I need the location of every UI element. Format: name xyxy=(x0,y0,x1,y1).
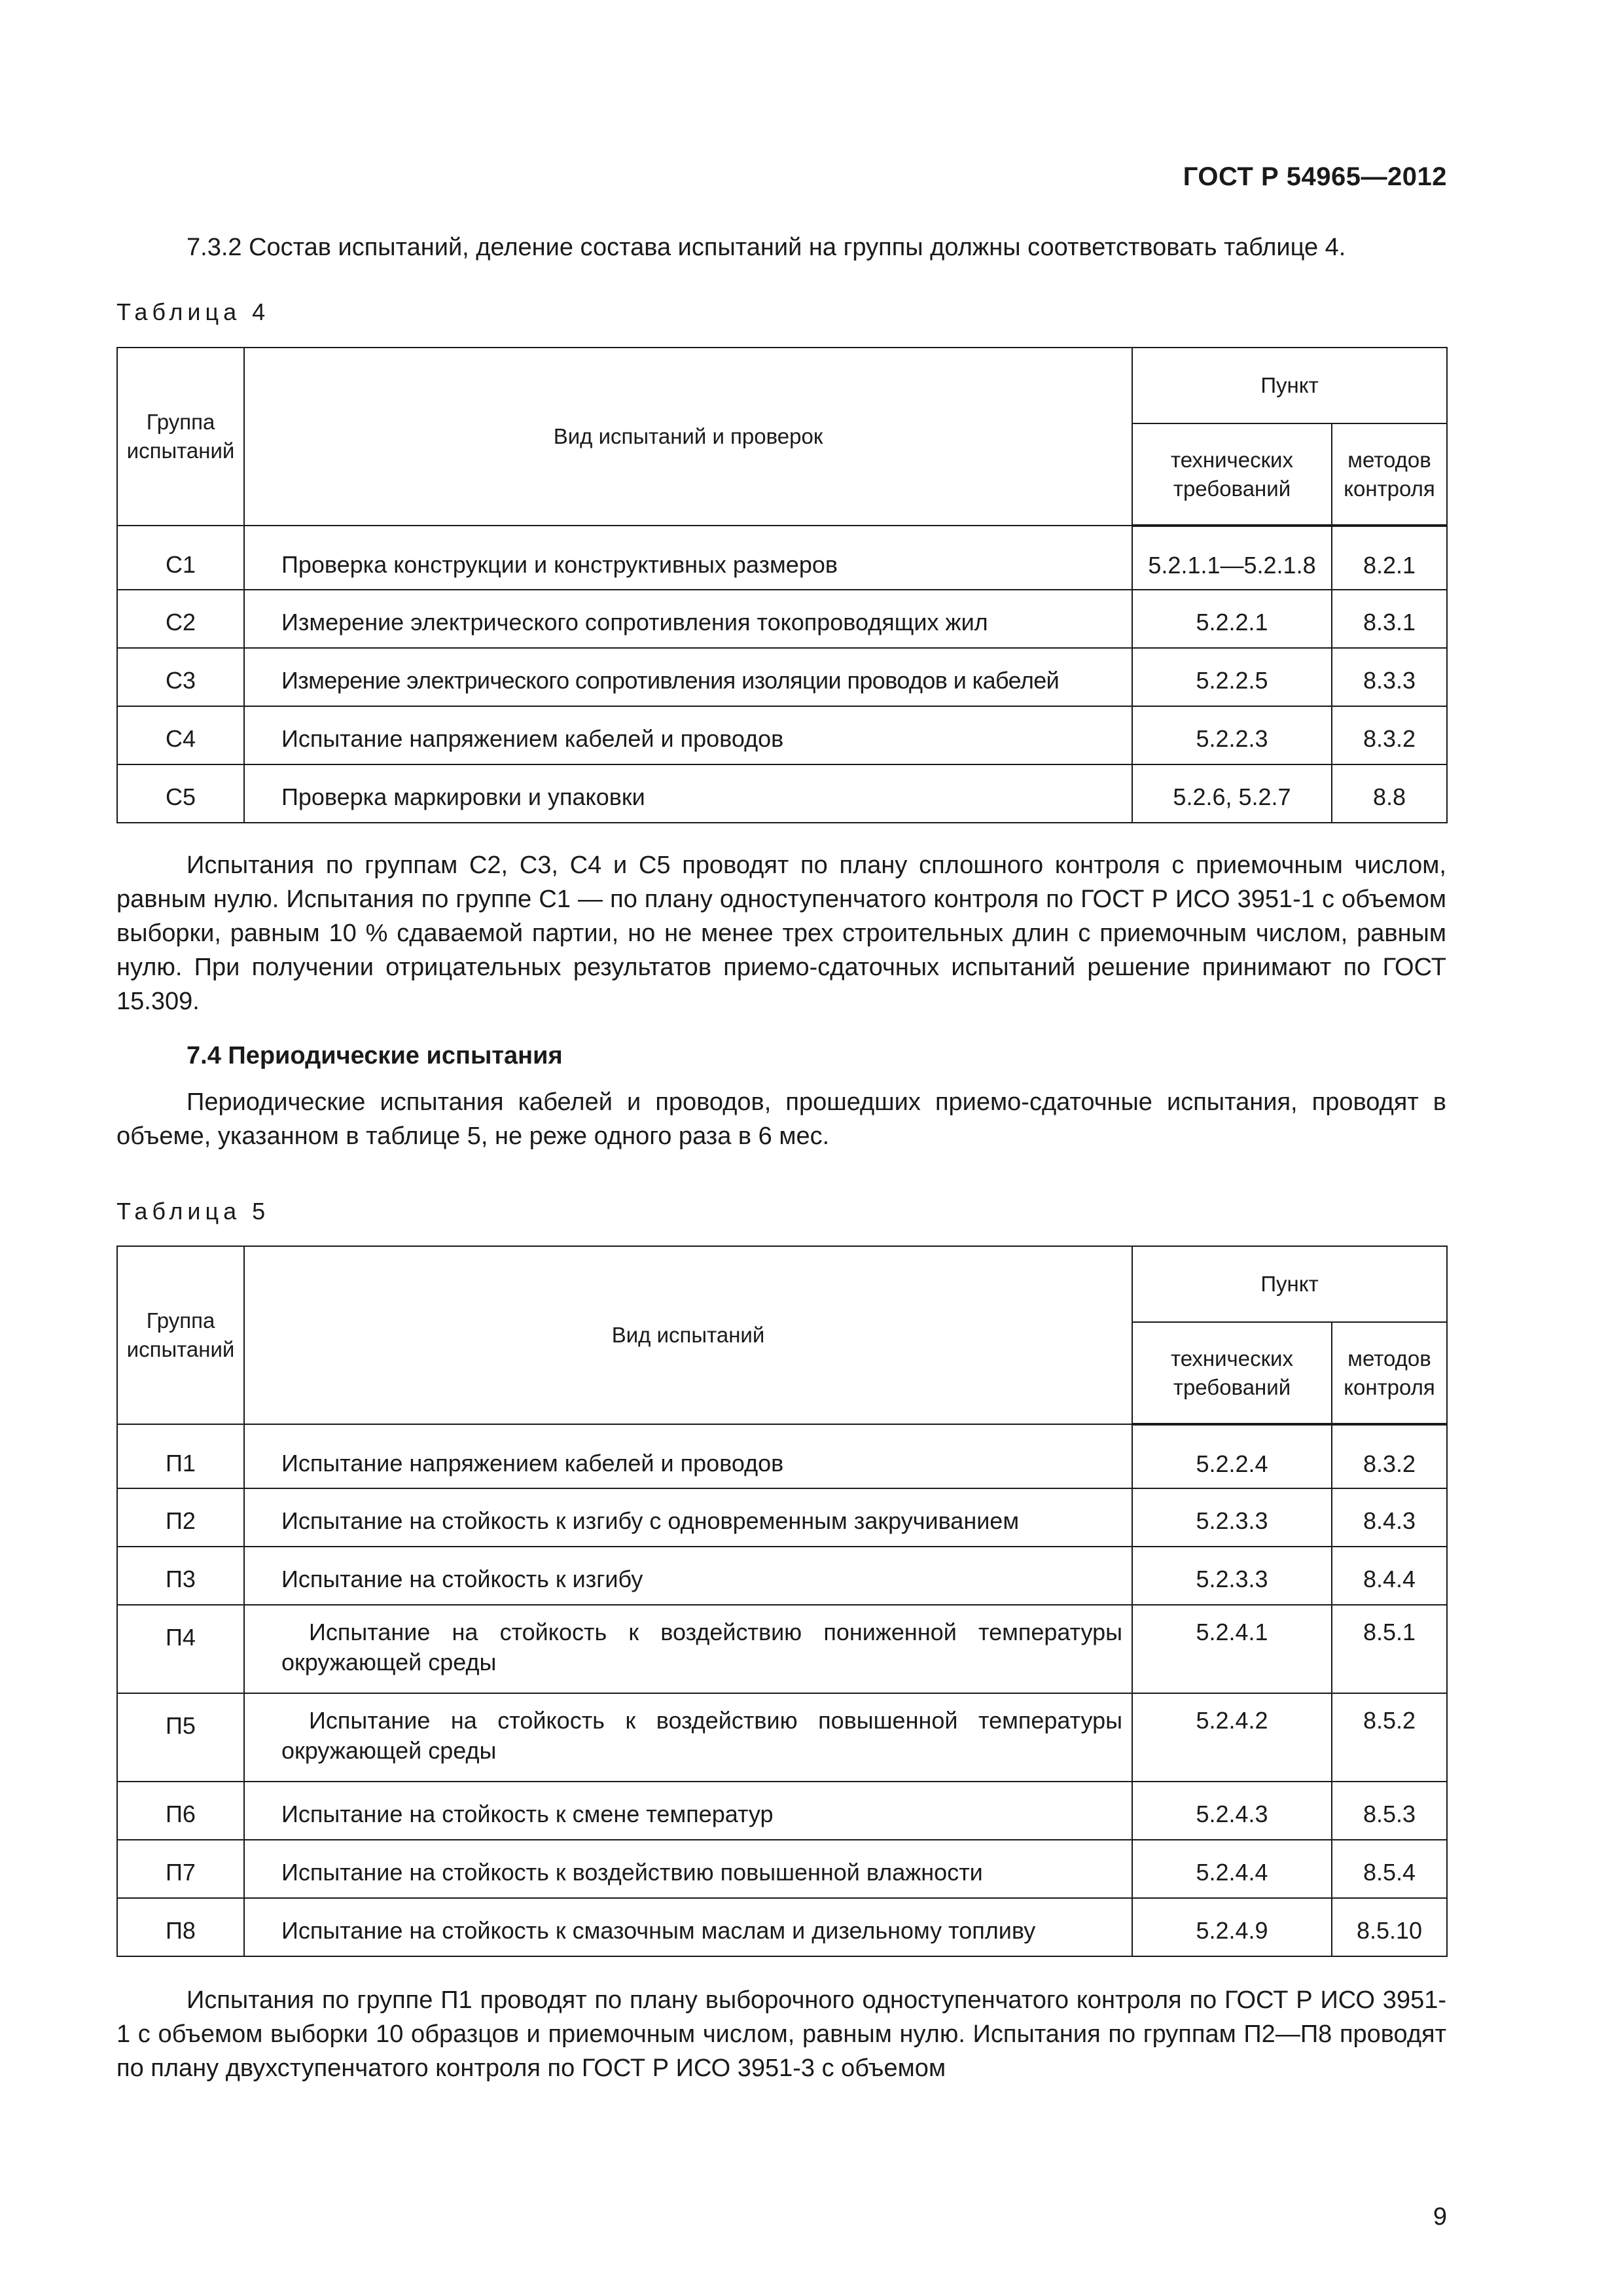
row-group: П5 xyxy=(117,1693,244,1782)
section-7-3-2-text: 7.3.2 Состав испытаний, деление состава испытаний на группы должны соответствовать таблице 4. xyxy=(187,234,1346,261)
table-row xyxy=(117,590,1447,648)
table-4-caption: Таблица 4 xyxy=(116,298,270,325)
row-test-type: Проверка маркировки и упаковки xyxy=(244,764,1132,823)
row-method-clause: 8.5.10 xyxy=(1332,1898,1447,1956)
row-test-type: Испытание на стойкость к смене температур xyxy=(244,1782,1132,1840)
row-test-type: Испытание на стойкость к изгибу с одновременным закручиванием xyxy=(244,1488,1132,1547)
row-method-clause: 8.5.1 xyxy=(1332,1605,1447,1693)
header-clause: Пункт xyxy=(1132,1246,1447,1322)
row-method-clause: 8.3.1 xyxy=(1332,590,1447,648)
row-test-type: Измерение электрического сопротивления токопроводящих жил xyxy=(244,590,1132,648)
row-test-type: Испытание на стойкость к смазочным маслам и дизельному топливу xyxy=(244,1898,1132,1956)
row-group: П6 xyxy=(117,1782,244,1840)
header-tech-requirements: технических требований xyxy=(1132,423,1332,526)
paragraph-periodic-tests: Испытания по группе П1 проводят по плану выборочного одноступенчатого контроля по ГОСТ Р ИСО 3951-1 с объемом выборки 10 образцов и приемочным числом, равным нулю. Испытания по группам П2—П8 проводят по плану двухступенчатого контроля по ГОСТ Р ИСО 3951-3 с объемом xyxy=(116,1986,1446,2082)
row-method-clause: 8.5.2 xyxy=(1332,1693,1447,1782)
row-test-type: Испытание на стойкость к воздействию повышенной температуры окружающей среды xyxy=(244,1693,1132,1782)
row-tech-clause: 5.2.1.1—5.2.1.8 xyxy=(1132,526,1332,590)
row-tech-clause: 5.2.2.1 xyxy=(1132,590,1332,648)
table-5-caption: Таблица 5 xyxy=(116,1198,270,1225)
row-test-type: Испытание на стойкость к воздействию повышенной влажности xyxy=(244,1840,1132,1898)
section-7-4-text: Периодические испытания кабелей и проводов, прошедших приемо-сдаточные испытания, проводят в объеме, указанном в таблице 5, не реже одного раза в 6 мес. xyxy=(116,1088,1446,1150)
row-group: П3 xyxy=(117,1547,244,1605)
row-tech-clause: 5.2.2.5 xyxy=(1132,648,1332,706)
table-row xyxy=(117,1424,1447,1488)
row-test-type: Измерение электрического сопротивления изоляции проводов и кабелей xyxy=(244,648,1132,706)
table-row xyxy=(117,648,1447,706)
section-7-4-heading: 7.4 Периодические испытания xyxy=(187,1042,563,1069)
row-group: С3 xyxy=(117,648,244,706)
row-test-type: Испытание напряжением кабелей и проводов xyxy=(244,1424,1132,1488)
table-row xyxy=(117,1547,1447,1605)
table-row xyxy=(117,1605,1447,1693)
row-method-clause: 8.8 xyxy=(1332,764,1447,823)
table-row xyxy=(117,1693,1447,1782)
header-control-methods: методов контроля xyxy=(1332,1322,1447,1424)
row-method-clause: 8.5.4 xyxy=(1332,1840,1447,1898)
row-method-clause: 8.4.3 xyxy=(1332,1488,1447,1547)
table-row xyxy=(117,526,1447,590)
row-tech-clause: 5.2.4.2 xyxy=(1132,1693,1332,1782)
header-test-type: Вид испытаний xyxy=(244,1246,1132,1424)
table-row xyxy=(117,1488,1447,1547)
row-test-type: Испытание на стойкость к воздействию пониженной температуры окружающей среды xyxy=(244,1605,1132,1693)
table-row xyxy=(117,764,1447,823)
row-method-clause: 8.3.2 xyxy=(1332,1424,1447,1488)
row-method-clause: 8.2.1 xyxy=(1332,526,1447,590)
row-test-type: Испытание напряжением кабелей и проводов xyxy=(244,706,1132,764)
row-test-type: Проверка конструкции и конструктивных размеров xyxy=(244,526,1132,590)
row-tech-clause: 5.2.3.3 xyxy=(1132,1488,1332,1547)
row-method-clause: 8.5.3 xyxy=(1332,1782,1447,1840)
row-group: П4 xyxy=(117,1605,244,1693)
document-code: ГОСТ Р 54965—2012 xyxy=(1183,162,1447,191)
row-tech-clause: 5.2.6, 5.2.7 xyxy=(1132,764,1332,823)
table-row xyxy=(117,1782,1447,1840)
row-method-clause: 8.3.2 xyxy=(1332,706,1447,764)
header-clause: Пункт xyxy=(1132,348,1447,423)
row-tech-clause: 5.2.2.3 xyxy=(1132,706,1332,764)
header-tech-requirements: технических требований xyxy=(1132,1322,1332,1424)
row-group: П8 xyxy=(117,1898,244,1956)
header-group: Группа испытаний xyxy=(117,1246,244,1424)
row-test-type: Испытание на стойкость к изгибу xyxy=(244,1547,1132,1605)
row-group: П1 xyxy=(117,1424,244,1488)
row-method-clause: 8.4.4 xyxy=(1332,1547,1447,1605)
row-group: С2 xyxy=(117,590,244,648)
table-row xyxy=(117,706,1447,764)
paragraph-acceptance-tests: Испытания по группам С2, С3, С4 и С5 проводят по плану сплошного контроля с приемочным числом, равным нулю. Испытания по группе С1 — по плану одноступенчатого контроля по ГОСТ Р ИСО 3951-1 с объемом выборки, равным 10 % сдаваемой партии, но не менее трех строительных длин с приемочным числом, равным нулю. При получении отрицательных результатов приемо-сдаточных испытаний решение принимают по ГОСТ 15.309. xyxy=(116,852,1446,1015)
table-5 xyxy=(116,1246,1448,1957)
header-group: Группа испытаний xyxy=(117,348,244,526)
row-tech-clause: 5.2.4.9 xyxy=(1132,1898,1332,1956)
table-row xyxy=(117,1898,1447,1956)
header-control-methods: методов контроля xyxy=(1332,423,1447,526)
row-tech-clause: 5.2.4.4 xyxy=(1132,1840,1332,1898)
page-number: 9 xyxy=(1433,2203,1447,2231)
row-group: П2 xyxy=(117,1488,244,1547)
row-tech-clause: 5.2.4.3 xyxy=(1132,1782,1332,1840)
row-group: С4 xyxy=(117,706,244,764)
row-tech-clause: 5.2.4.1 xyxy=(1132,1605,1332,1693)
header-test-type: Вид испытаний и проверок xyxy=(244,348,1132,526)
table-row xyxy=(117,1840,1447,1898)
row-method-clause: 8.3.3 xyxy=(1332,648,1447,706)
table-4 xyxy=(116,347,1448,823)
row-group: П7 xyxy=(117,1840,244,1898)
row-group: С1 xyxy=(117,526,244,590)
row-group: С5 xyxy=(117,764,244,823)
row-tech-clause: 5.2.3.3 xyxy=(1132,1547,1332,1605)
row-tech-clause: 5.2.2.4 xyxy=(1132,1424,1332,1488)
